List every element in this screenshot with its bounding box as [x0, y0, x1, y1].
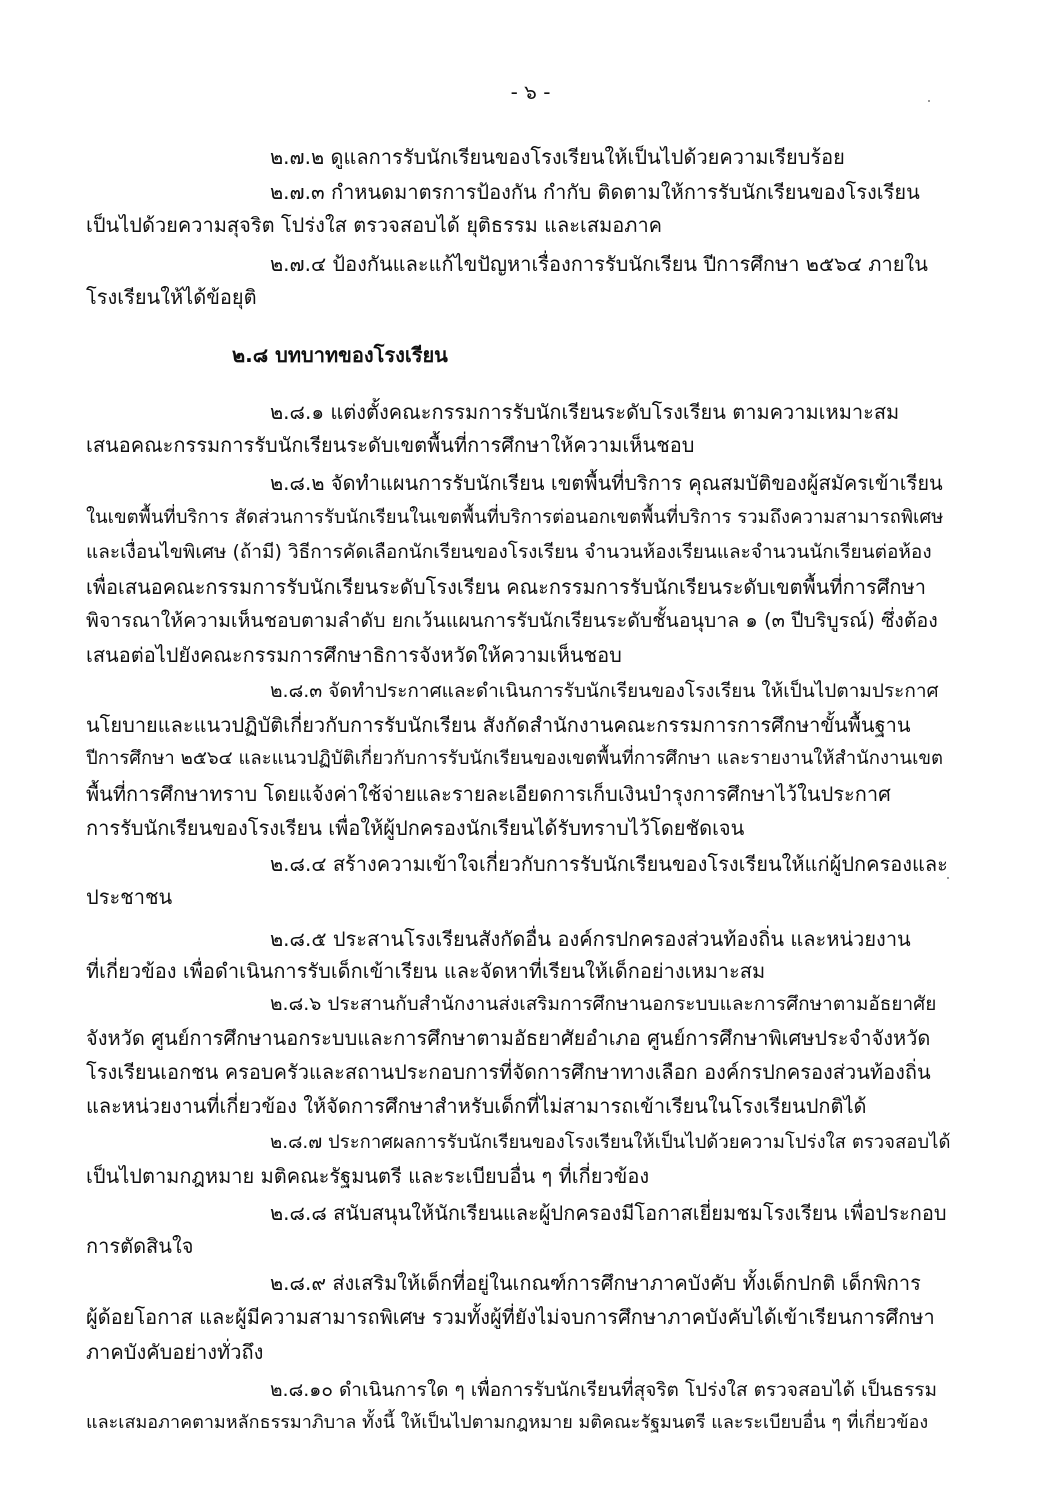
item-2-8-9-line-2: ผู้ด้อยโอกาส และผู้มีความสามารถพิเศษ รวมทั้งผู้ที่ยังไม่จบการศึกษาภาคบังคับได้เข้าเรียนการศึกษา: [86, 1305, 935, 1329]
scan-speck: [947, 877, 949, 879]
paragraph-2-7-3-line-1: ๒.๗.๓ กำหนดมาตรการป้องกัน กำกับ ติดตามให้การรับนักเรียนของโรงเรียน: [270, 180, 920, 204]
item-2-8-1-line-1: ๒.๘.๑ แต่งตั้งคณะกรรมการรับนักเรียนระดับโรงเรียน ตามความเหมาะสม: [270, 400, 900, 424]
item-2-8-6-line-3: โรงเรียนเอกชน ครอบครัวและสถานประกอบการที่จัดการศึกษาทางเลือก องค์กรปกครองส่วนท้องถิ่น: [86, 1060, 931, 1084]
item-2-8-3-line-1: ๒.๘.๓ จัดทำประกาศและดำเนินการรับนักเรียนของโรงเรียน ให้เป็นไปตามประกาศ: [270, 680, 939, 702]
item-2-8-8-line-1: ๒.๘.๘ สนับสนุนให้นักเรียนและผู้ปกครองมีโอกาสเยี่ยมชมโรงเรียน เพื่อประกอบ: [270, 1201, 947, 1225]
item-2-8-5-line-1: ๒.๘.๕ ประสานโรงเรียนสังกัดอื่น องค์กรปกครองส่วนท้องถิ่น และหน่วยงาน: [270, 927, 911, 951]
section-heading: ๒.๘ บทบาทของโรงเรียน: [232, 343, 448, 367]
page-number: - ๖ -: [510, 80, 551, 104]
item-2-8-7-line-2: เป็นไปตามกฎหมาย มติคณะรัฐมนตรี และระเบียบอื่น ๆ ที่เกี่ยวข้อง: [86, 1164, 650, 1188]
item-2-8-2-line-4: เพื่อเสนอคณะกรรมการรับนักเรียนระดับโรงเรียน คณะกรรมการรับนักเรียนระดับเขตพื้นที่การศึกษา: [86, 575, 926, 599]
item-2-8-2-line-3: และเงื่อนไขพิเศษ (ถ้ามี) วิธีการคัดเลือกนักเรียนของโรงเรียน จำนวนห้องเรียนและจำนวนนักเรียนต่อห้อง: [86, 541, 932, 563]
item-2-8-7-line-1: ๒.๘.๗ ประกาศผลการรับนักเรียนของโรงเรียนให้เป็นไปด้วยความโปร่งใส ตรวจสอบได้: [270, 1132, 951, 1153]
item-2-8-2-line-2: ในเขตพื้นที่บริการ สัดส่วนการรับนักเรียนในเขตพื้นที่บริการต่อนอกเขตพื้นที่บริการ รวมถึงความสามารถพิเศษ: [86, 507, 944, 528]
item-2-8-4-line-1: ๒.๘.๔ สร้างความเข้าใจเกี่ยวกับการรับนักเรียนของโรงเรียนให้แก่ผู้ปกครองและ: [270, 852, 948, 876]
item-2-8-3-line-3: ปีการศึกษา ๒๕๖๔ และแนวปฏิบัติเกี่ยวกับการรับนักเรียนของเขตพื้นที่การศึกษา และรายงานให้สำนักงานเขต: [86, 748, 944, 769]
item-2-8-3-line-5: การรับนักเรียนของโรงเรียน เพื่อให้ผู้ปกครองนักเรียนได้รับทราบไว้โดยชัดเจน: [86, 816, 745, 840]
item-2-8-5-line-2: ที่เกี่ยวข้อง เพื่อดำเนินการรับเด็กเข้าเรียน และจัดหาที่เรียนให้เด็กอย่างเหมาะสม: [86, 959, 766, 983]
item-2-8-6-line-1: ๒.๘.๖ ประสานกับสำนักงานส่งเสริมการศึกษานอกระบบและการศึกษาตามอัธยาศัย: [270, 993, 937, 1015]
paragraph-2-7-3-line-2: เป็นไปด้วยความสุจริต โปร่งใส ตรวจสอบได้ ยุติธรรม และเสมอภาค: [86, 213, 663, 237]
item-2-8-2-line-1: ๒.๘.๒ จัดทำแผนการรับนักเรียน เขตพื้นที่บริการ คุณสมบัติของผู้สมัครเข้าเรียน: [270, 471, 943, 495]
item-2-8-6-line-2: จังหวัด ศูนย์การศึกษานอกระบบและการศึกษาตามอัธยาศัยอำเภอ ศูนย์การศึกษาพิเศษประจำจังหวัด: [86, 1026, 931, 1050]
item-2-8-3-line-4: พื้นที่การศึกษาทราบ โดยแจ้งค่าใช้จ่ายและรายละเอียดการเก็บเงินบำรุงการศึกษาไว้ในประกาศ: [86, 782, 891, 806]
item-2-8-9-line-1: ๒.๘.๙ ส่งเสริมให้เด็กที่อยู่ในเกณฑ์การศึกษาภาคบังคับ ทั้งเด็กปกติ เด็กพิการ: [270, 1271, 921, 1295]
scan-speck: [928, 100, 930, 102]
item-2-8-4-line-2: ประชาชน: [86, 885, 173, 909]
paragraph-2-7-4-line-2: โรงเรียนให้ได้ข้อยุติ: [86, 285, 257, 309]
item-2-8-2-line-6: เสนอต่อไปยังคณะกรรมการศึกษาธิการจังหวัดให้ความเห็นชอบ: [86, 643, 622, 667]
item-2-8-8-line-2: การตัดสินใจ: [86, 1234, 194, 1258]
paragraph-2-7-2-line-1: ๒.๗.๒ ดูแลการรับนักเรียนของโรงเรียนให้เป็นไปด้วยความเรียบร้อย: [270, 145, 845, 169]
item-2-8-6-line-4: และหน่วยงานที่เกี่ยวข้อง ให้จัดการศึกษาสำหรับเด็กที่ไม่สามารถเข้าเรียนในโรงเรียนปกติได้: [86, 1094, 867, 1118]
item-2-8-2-line-5: พิจารณาให้ความเห็นชอบตามลำดับ ยกเว้นแผนการรับนักเรียนระดับชั้นอนุบาล ๑ (๓ ปีบริบูรณ์) ซึ่งต้อง: [86, 609, 938, 632]
item-2-8-9-line-3: ภาคบังคับอย่างทั่วถึง: [86, 1340, 264, 1364]
item-2-8-10-line-1: ๒.๘.๑๐ ดำเนินการใด ๆ เพื่อการรับนักเรียนที่สุจริต โปร่งใส ตรวจสอบได้ เป็นธรรม: [270, 1379, 938, 1401]
paragraph-2-7-4-line-1: ๒.๗.๔ ป้องกันและแก้ไขปัญหาเรื่องการรับนักเรียน ปีการศึกษา ๒๕๖๔ ภายใน: [270, 252, 928, 276]
item-2-8-10-line-2: และเสมอภาคตามหลักธรรมาภิบาล ทั้งนี้ ให้เป็นไปตามกฎหมาย มติคณะรัฐมนตรี และระเบียบอื่น ๆ ที่เกี่ยวข้อง: [86, 1412, 929, 1433]
item-2-8-1-line-2: เสนอคณะกรรมการรับนักเรียนระดับเขตพื้นที่การศึกษาให้ความเห็นชอบ: [86, 433, 695, 457]
item-2-8-3-line-2: นโยบายและแนวปฏิบัติเกี่ยวกับการรับนักเรียน สังกัดสำนักงานคณะกรรมการการศึกษาขั้นพื้นฐาน: [86, 713, 911, 737]
